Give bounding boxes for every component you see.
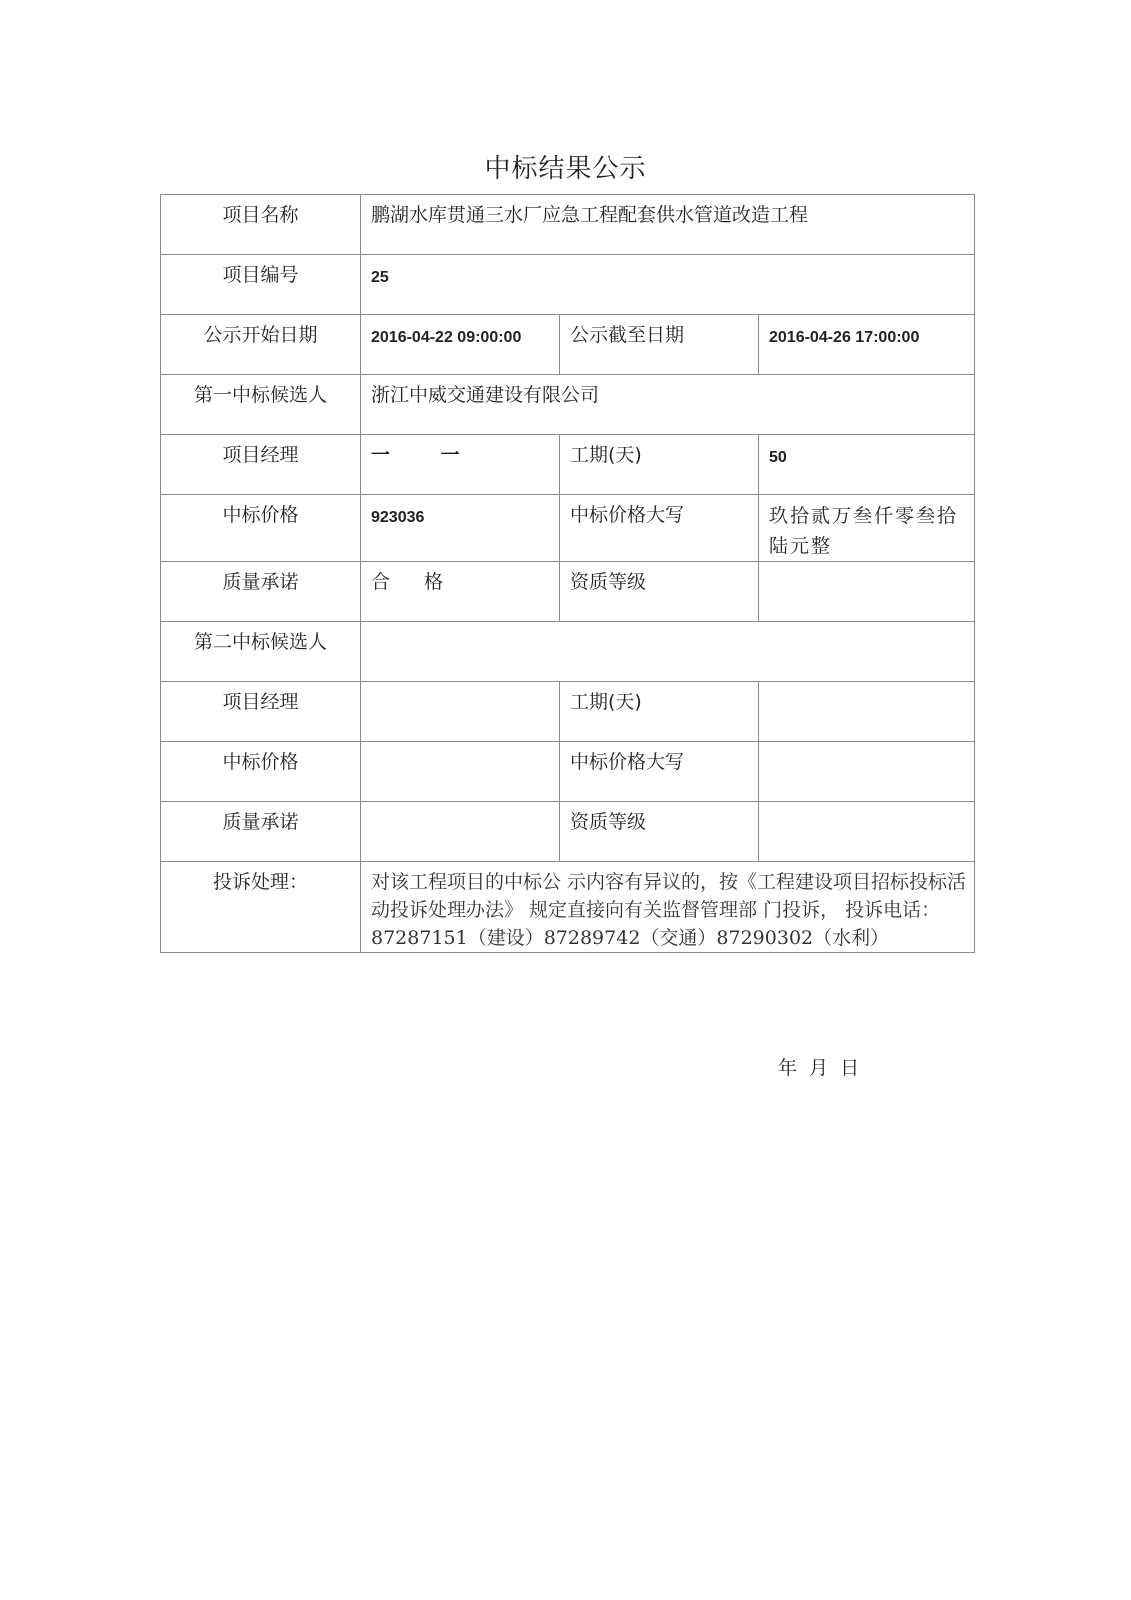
second-quality-label: 质量承诺 xyxy=(161,802,361,862)
table-row xyxy=(161,495,975,562)
second-price-upper-label: 中标价格大写 xyxy=(560,742,759,802)
first-duration-value: 50 xyxy=(759,435,975,495)
table-row xyxy=(161,802,975,862)
second-qualification-value xyxy=(759,802,975,862)
first-manager-value: 一 一 xyxy=(361,435,560,495)
project-no-value: 25 xyxy=(361,255,975,315)
second-price-value xyxy=(361,742,560,802)
table-row xyxy=(161,375,975,435)
second-candidate-label: 第二中标候选人 xyxy=(161,622,361,682)
second-manager-label: 项目经理 xyxy=(161,682,361,742)
second-price-label: 中标价格 xyxy=(161,742,361,802)
first-quality-label: 质量承诺 xyxy=(161,562,361,622)
table-row xyxy=(161,862,975,953)
first-duration-label: 工期(天) xyxy=(560,435,759,495)
second-duration-value xyxy=(759,682,975,742)
date-line: 年 月 日 xyxy=(778,1057,860,1079)
first-quality-value: 合 格 xyxy=(361,562,560,622)
first-qualification-value xyxy=(759,562,975,622)
table-row xyxy=(161,622,975,682)
table-row xyxy=(161,195,975,255)
second-qualification-label: 资质等级 xyxy=(560,802,759,862)
table-row xyxy=(161,682,975,742)
start-date-label: 公示开始日期 xyxy=(161,315,361,375)
table-row xyxy=(161,435,975,495)
end-date-label: 公示截至日期 xyxy=(560,315,759,375)
first-price-label: 中标价格 xyxy=(161,495,361,562)
page-title: 中标结果公示 xyxy=(484,154,647,184)
complaint-text: 对该工程项目的中标公 示内容有异议的，按《工程建设项目招标投标活动投诉处理办法》 规定直接向有关监督管理部 门投诉， 投诉电话：87287151（建设）87289742（交通）87290302（水利） xyxy=(361,862,975,953)
first-manager-label: 项目经理 xyxy=(161,435,361,495)
first-qualification-label: 资质等级 xyxy=(560,562,759,622)
first-candidate-name: 浙江中威交通建设有限公司 xyxy=(361,375,975,435)
table-row xyxy=(161,562,975,622)
project-name-label: 项目名称 xyxy=(161,195,361,255)
start-date-value: 2016-04-22 09:00:00 xyxy=(361,315,560,375)
second-candidate-name xyxy=(361,622,975,682)
first-price-upper-label: 中标价格大写 xyxy=(560,495,759,562)
table-row xyxy=(161,742,975,802)
second-manager-value xyxy=(361,682,560,742)
end-date-value: 2016-04-26 17:00:00 xyxy=(759,315,975,375)
first-price-upper-value: 玖拾贰万叁仟零叁拾陆元整 xyxy=(759,495,975,562)
table-row xyxy=(161,315,975,375)
project-name-value: 鹏湖水库贯通三水厂应急工程配套供水管道改造工程 xyxy=(361,195,975,255)
complaint-label: 投诉处理： xyxy=(161,862,361,953)
table-row xyxy=(161,255,975,315)
first-price-value: 923036 xyxy=(361,495,560,562)
second-price-upper-value xyxy=(759,742,975,802)
bid-result-table xyxy=(160,194,975,953)
second-quality-value xyxy=(361,802,560,862)
first-candidate-label: 第一中标候选人 xyxy=(161,375,361,435)
project-no-label: 项目编号 xyxy=(161,255,361,315)
second-duration-label: 工期(天) xyxy=(560,682,759,742)
